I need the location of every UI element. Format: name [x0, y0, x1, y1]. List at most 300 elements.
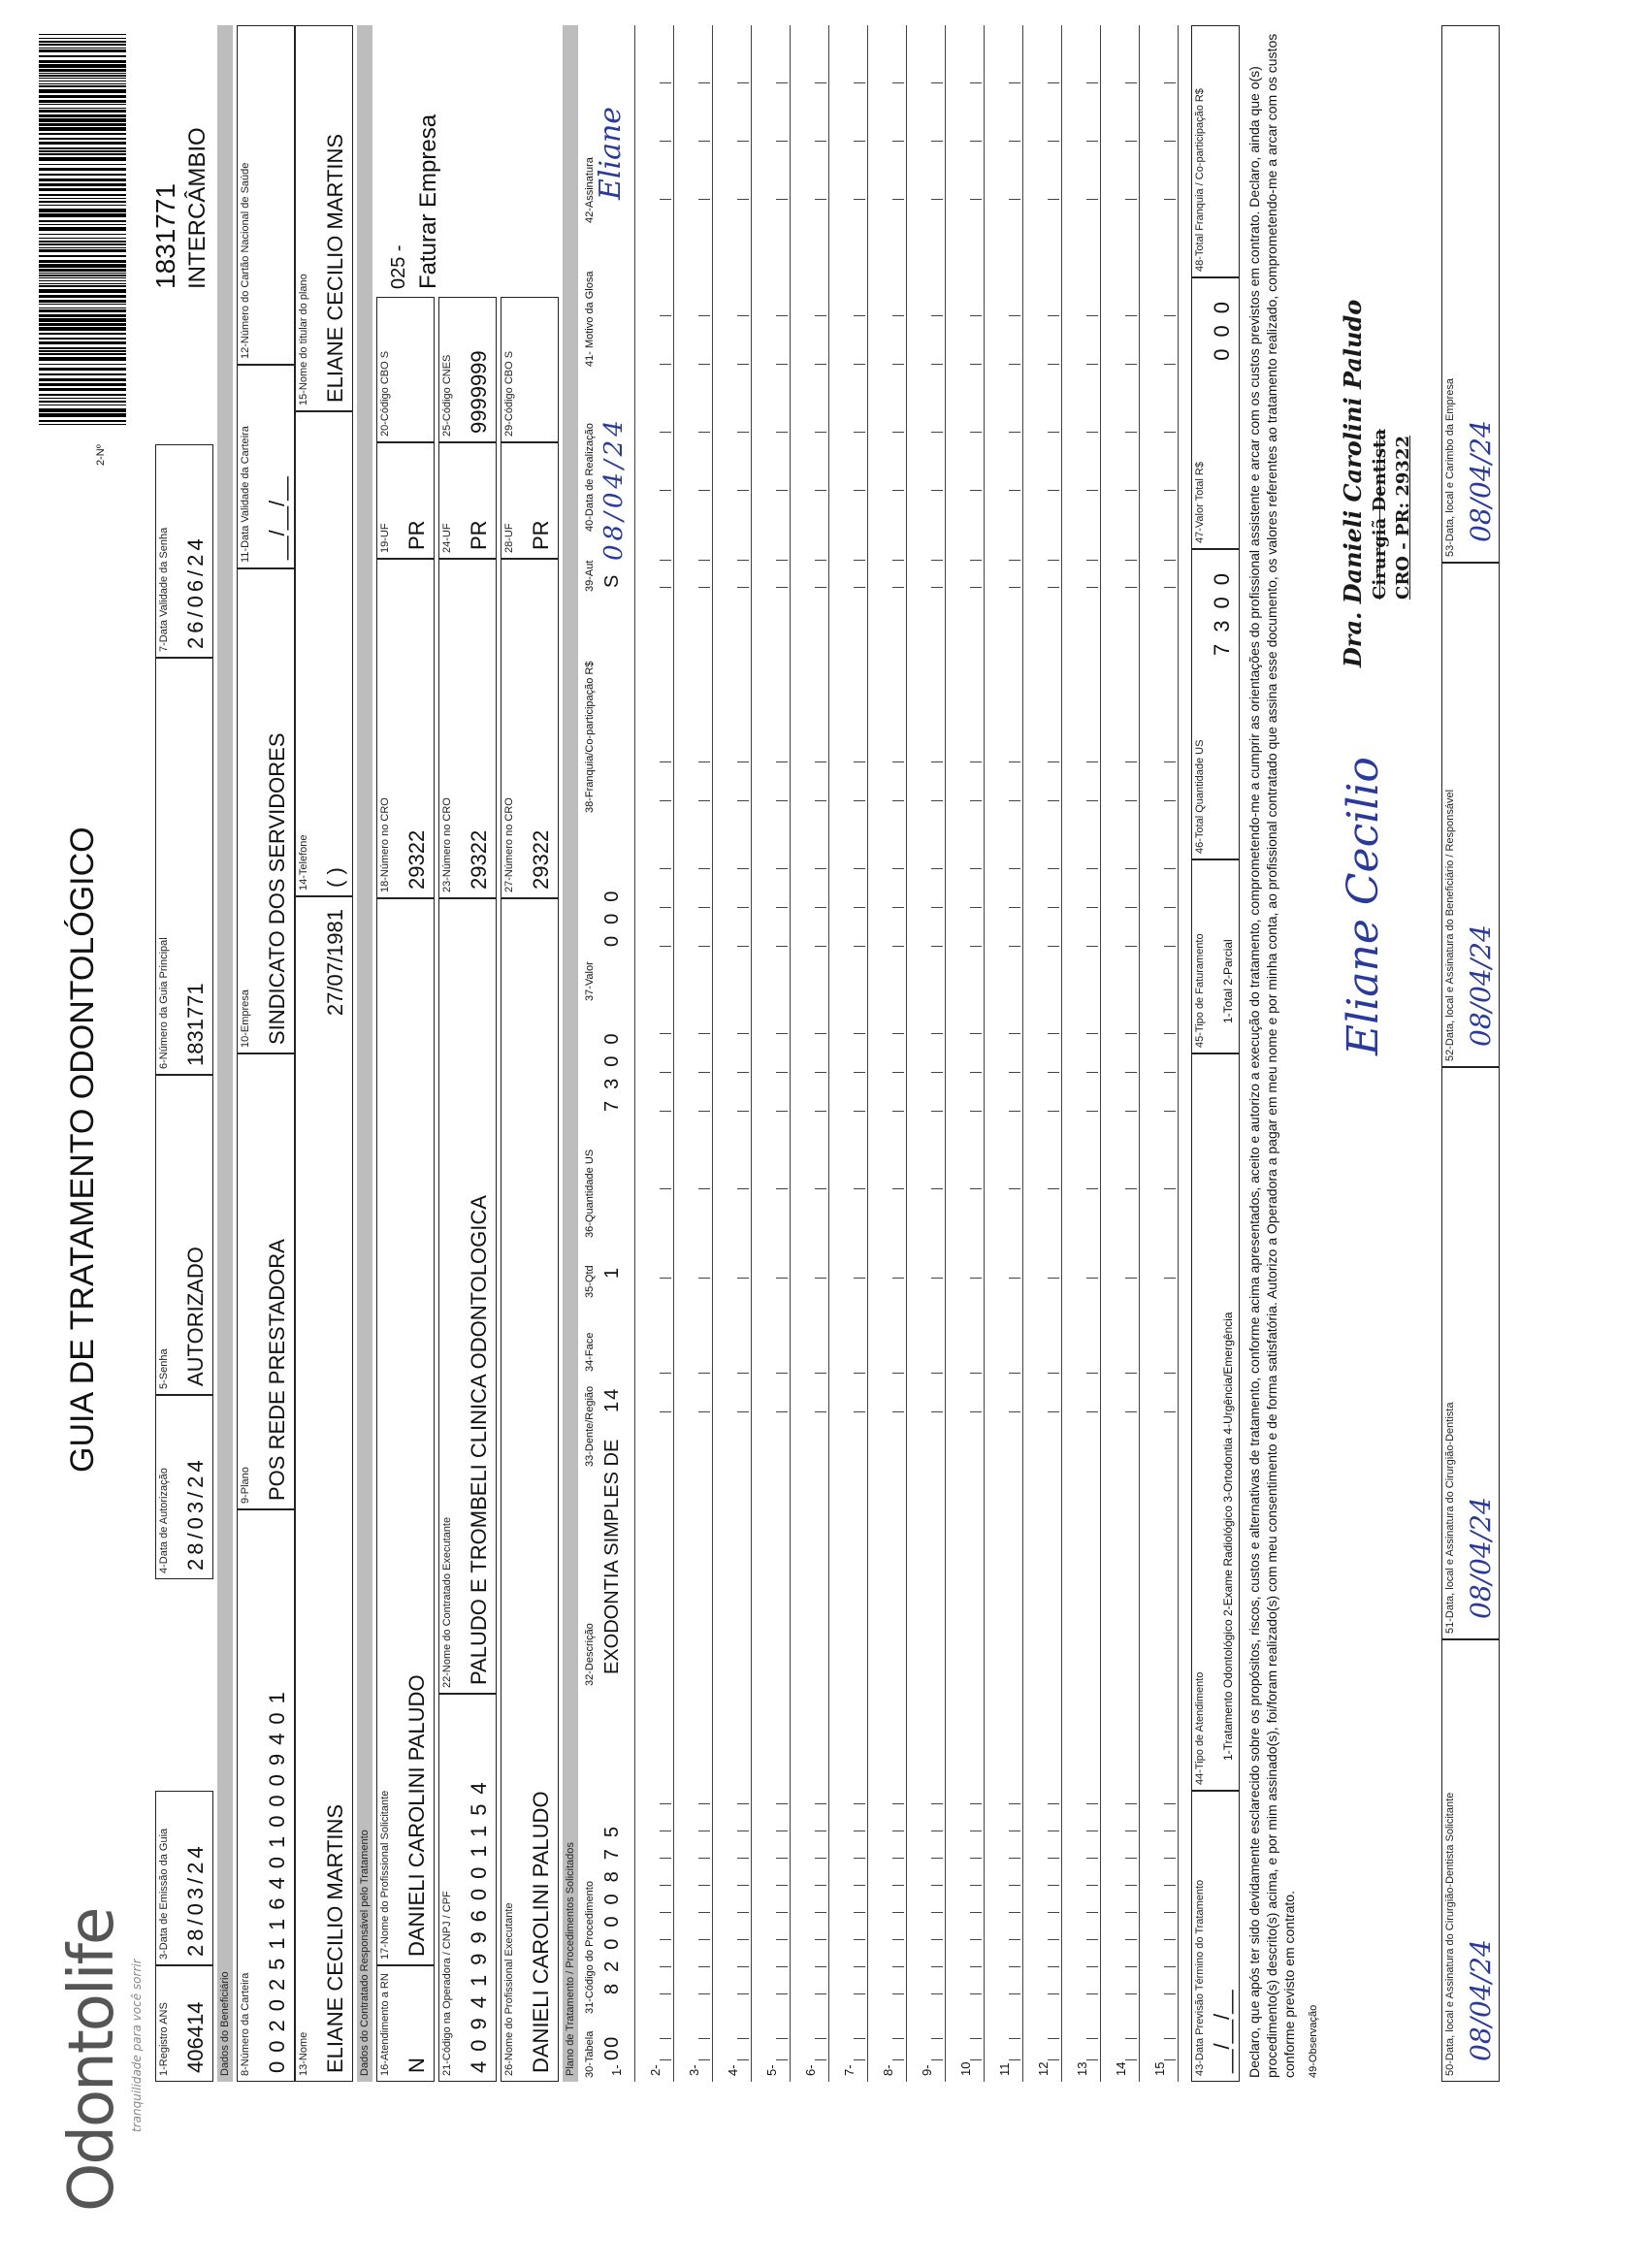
cell-divider: [892, 1993, 904, 1994]
cell-divider: [776, 1939, 788, 1940]
section-beneficiario: Dados do Beneficiário: [217, 25, 233, 2082]
cell-divider: [737, 82, 749, 83]
cell-divider: [1164, 1411, 1176, 1412]
barcode-bar: [39, 34, 126, 35]
cell-divider: [776, 1411, 788, 1412]
field-45-tipo-faturamento: 45-Tipo de Faturamento 1-Total 2-Parcial: [1191, 859, 1240, 1053]
cell-divider: [931, 560, 943, 561]
cell-divider: [698, 1966, 710, 1967]
cell-divider: [660, 199, 671, 200]
cell-divider: [815, 315, 826, 316]
cell-divider: [931, 432, 943, 433]
cell-divider: [1048, 1411, 1059, 1412]
barcode-bar: [39, 153, 126, 155]
cell-divider: [698, 1885, 710, 1886]
barcode-bar: [39, 188, 126, 191]
cell-divider: [737, 1278, 749, 1279]
cell-divider: [815, 1993, 826, 1994]
barcode-bar: [39, 60, 126, 63]
field-19-uf: 19-UF PR: [376, 442, 435, 559]
cell-divider: [1009, 560, 1020, 561]
cell-divider: [776, 82, 788, 83]
cell-divider: [776, 490, 788, 491]
field-15-titular: 15-Nome do titular do plano ELIANE CECILIO MARTINS: [295, 25, 353, 411]
cell-divider: [1009, 1373, 1020, 1374]
barcode-bar: [39, 89, 126, 93]
cell-divider: [892, 1188, 904, 1189]
table-row: [1141, 25, 1179, 2082]
cell-divider: [815, 1803, 826, 1804]
field-14-telefone: 14-Telefone ( ): [295, 411, 353, 896]
table-row: [830, 25, 868, 2082]
cell-divider: [1164, 1858, 1176, 1859]
cell-divider: [698, 1033, 710, 1034]
cell-divider: [776, 1966, 788, 1967]
cell-divider: [1164, 1912, 1176, 1913]
cell-divider: [776, 315, 788, 316]
col-header-data: 40-Data de Realização: [584, 423, 596, 532]
cell-divider: [1048, 1033, 1059, 1034]
cell-divider: [931, 1188, 943, 1189]
barcode-bar: [39, 220, 126, 222]
cell-divider: [931, 141, 943, 142]
row-number: 9-: [920, 2064, 934, 2076]
faturar-code: 025 -: [388, 244, 409, 289]
cell-divider: [931, 82, 943, 83]
cell-divider: [854, 1278, 865, 1279]
barcode-bar: [39, 201, 126, 203]
cell-divider: [970, 141, 982, 142]
cell-divider: [1125, 761, 1137, 762]
cell-divider: [815, 490, 826, 491]
cell-divider: [1164, 1885, 1176, 1886]
cell-divider: [970, 1803, 982, 1804]
barcode-bar: [39, 238, 126, 239]
cell-divider: [737, 1111, 749, 1112]
cell-divider: [815, 1188, 826, 1189]
cell-divider: [1164, 82, 1176, 83]
field-17-profissional-solicitante: 17-Nome do Profissional Solicitante DANIELI CAROLINI PALUDO: [376, 898, 435, 1965]
field-50-assinatura-solicitante: 50-Data, local e Assinatura do Cirurgião-Dentista Solicitante 08/04/24: [1441, 1639, 1500, 2082]
cell-divider: [1164, 141, 1176, 142]
cell-divider: [854, 1072, 865, 1073]
cell-divider: [776, 587, 788, 588]
cell-divider: [1125, 1278, 1137, 1279]
field-53-carimbo-empresa: 53-Data, local e Carimbo da Empresa 08/04/24: [1441, 25, 1500, 563]
cell-divider: [1009, 587, 1020, 588]
cell-divider: [698, 432, 710, 433]
cell-divider: [1086, 1993, 1098, 1994]
cell-divider: [737, 907, 749, 908]
barcode-bar: [39, 318, 126, 322]
cell-divider: [1125, 1033, 1137, 1034]
cell-divider: [776, 199, 788, 200]
cell-divider: [1086, 1278, 1098, 1279]
cell-divider: [660, 432, 671, 433]
barcode-bar: [39, 300, 126, 303]
cell-divider: [1125, 800, 1137, 801]
cell-divider: [660, 2038, 671, 2039]
cell-divider: [1164, 868, 1176, 869]
cell-divider: [660, 82, 671, 83]
cell-divider: [1164, 364, 1176, 365]
col-header-codigo: 31-Código do Procedimento: [584, 1881, 596, 2014]
signature-beneficiario: Eliane Cecilio: [1339, 757, 1388, 1055]
cell-divider: [1125, 1411, 1137, 1412]
cell-divider: [892, 1912, 904, 1913]
cell-divider: [660, 1033, 671, 1034]
cell-divider: [970, 82, 982, 83]
cell-divider: [698, 1373, 710, 1374]
cell-divider: [1125, 82, 1137, 83]
cell-divider: [737, 587, 749, 588]
cell-divider: [737, 800, 749, 801]
page-title: GUIA DE TRATAMENTO ODONTOLÓGICO: [64, 826, 101, 1473]
logo-tagline: tranquilidade para você sorrir: [130, 1959, 144, 2132]
cell-divider: [1048, 315, 1059, 316]
cell-divider: [737, 2038, 749, 2039]
barcode-bar: [39, 333, 126, 335]
barcode-bar: [39, 347, 126, 349]
cell-divider: [892, 800, 904, 801]
barcode-bar: [39, 49, 126, 52]
cell-divider: [892, 2038, 904, 2039]
odontolife-logo: Odontolife: [56, 1908, 128, 2212]
cell-divider: [1125, 364, 1137, 365]
cell-divider: [970, 1966, 982, 1967]
cell-divider: [854, 1858, 865, 1859]
cell-divider: [970, 587, 982, 588]
barcode-bar: [39, 209, 126, 212]
stamp-cro: CRO - PR: 29322: [1393, 436, 1413, 599]
cell-divider: [698, 1993, 710, 1994]
cell-divider: [1009, 2038, 1020, 2039]
barcode-bar: [39, 110, 126, 113]
cell-divider: [931, 1858, 943, 1859]
cell-divider: [1164, 1993, 1176, 1994]
barcode-bar: [39, 127, 126, 131]
cell-divider: [1164, 490, 1176, 491]
cell-divider: [698, 560, 710, 561]
cell-divider: [854, 1885, 865, 1886]
cell-divider: [698, 1939, 710, 1940]
cell-divider: [892, 141, 904, 142]
cell-divider: [815, 1373, 826, 1374]
cell-divider: [1048, 364, 1059, 365]
cell-divider: [892, 1278, 904, 1279]
table-row: [714, 25, 752, 2082]
row-valor: 000: [601, 879, 623, 947]
cell-divider: [1086, 1912, 1098, 1913]
cell-divider: [815, 141, 826, 142]
cell-divider: [892, 560, 904, 561]
cell-divider: [970, 907, 982, 908]
cell-divider: [892, 432, 904, 433]
field-5-senha: 5-Senha AUTORIZADO: [155, 1075, 213, 1395]
cell-divider: [1164, 1111, 1176, 1112]
cell-divider: [854, 1033, 865, 1034]
cell-divider: [1086, 560, 1098, 561]
cell-divider: [970, 1411, 982, 1412]
row-dente: 14: [601, 1386, 623, 1412]
cell-divider: [815, 946, 826, 947]
cell-divider: [892, 946, 904, 947]
cell-divider: [1086, 1939, 1098, 1940]
cell-divider: [1086, 1111, 1098, 1112]
cell-divider: [776, 1033, 788, 1034]
field-24-uf: 24-UF PR: [438, 442, 497, 559]
cell-divider: [698, 800, 710, 801]
cell-divider: [1009, 800, 1020, 801]
cell-divider: [931, 907, 943, 908]
cell-divider: [892, 1111, 904, 1112]
cell-divider: [931, 1072, 943, 1073]
barcode-bar: [39, 69, 126, 72]
row-data-realizacao: 08/04/24: [599, 416, 629, 561]
cell-divider: [660, 1966, 671, 1967]
cell-divider: [1086, 315, 1098, 316]
cell-divider: [815, 82, 826, 83]
cell-divider: [854, 315, 865, 316]
field-27-cro: 27-Número no CRO 29322: [501, 559, 559, 898]
cell-divider: [1009, 490, 1020, 491]
cell-divider: [737, 1033, 749, 1034]
cell-divider: [660, 946, 671, 947]
cell-divider: [1009, 761, 1020, 762]
cell-divider: [931, 1939, 943, 1940]
cell-divider: [970, 364, 982, 365]
cell-divider: [815, 2059, 826, 2060]
field-20-cbo: 20-Código CBO S: [376, 297, 435, 442]
cell-divider: [931, 1278, 943, 1279]
barcode-bar: [39, 157, 126, 161]
cell-divider: [854, 1373, 865, 1374]
cell-divider: [1048, 2038, 1059, 2039]
cell-divider: [970, 2059, 982, 2060]
cell-divider: [1048, 800, 1059, 801]
cell-divider: [970, 1278, 982, 1279]
row-number: 12: [1036, 2061, 1051, 2076]
barcode-bar: [39, 383, 126, 386]
barcode-bar: [39, 277, 126, 278]
barcode-bar: [39, 247, 126, 248]
cell-divider: [854, 1993, 865, 1994]
cell-divider: [737, 868, 749, 869]
cell-divider: [970, 490, 982, 491]
cell-divider: [854, 587, 865, 588]
row-number: 8-: [881, 2064, 895, 2076]
cell-divider: [815, 364, 826, 365]
barcode-bar: [39, 142, 126, 145]
field-43-previsao-termino: 43-Data Previsão Término do Tratamento __/__/__: [1191, 1791, 1240, 2082]
cell-divider: [660, 364, 671, 365]
barcode-bar: [39, 168, 126, 171]
barcode-bar: [39, 394, 126, 396]
cell-divider: [1086, 587, 1098, 588]
cell-divider: [1164, 199, 1176, 200]
barcode-bar: [39, 327, 126, 331]
cell-divider: [931, 1411, 943, 1412]
cell-divider: [815, 1966, 826, 1967]
cell-divider: [970, 946, 982, 947]
cell-divider: [892, 1885, 904, 1886]
cell-divider: [1009, 1188, 1020, 1189]
cell-divider: [854, 1188, 865, 1189]
field-51-assinatura-dentista: 51-Data, local e Assinatura do Cirurgião-Dentista 08/04/24: [1441, 1067, 1500, 1639]
cell-divider: [1009, 315, 1020, 316]
cell-divider: [854, 1912, 865, 1913]
barcode-bar: [39, 243, 126, 245]
cell-divider: [737, 1373, 749, 1374]
cell-divider: [1048, 141, 1059, 142]
cell-divider: [1086, 868, 1098, 869]
cell-divider: [1125, 1373, 1137, 1374]
row-number: 2-: [648, 2064, 663, 2076]
table-row: [1024, 25, 1062, 2082]
barcode-bar: [39, 357, 126, 361]
cell-divider: [1009, 1912, 1020, 1913]
field-29-cbo: 29-Código CBO S: [501, 297, 559, 442]
cell-divider: [931, 800, 943, 801]
cell-divider: [737, 364, 749, 365]
cell-divider: [970, 199, 982, 200]
row-qtd: 1: [601, 1265, 623, 1279]
barcode-bar: [39, 255, 126, 257]
cell-divider: [776, 1188, 788, 1189]
cell-divider: [892, 761, 904, 762]
cell-divider: [737, 2059, 749, 2060]
barcode-bar: [39, 260, 126, 263]
cell-divider: [737, 1188, 749, 1189]
field-3-data-emissao: 3-Data de Emissão da Guia 28/03/24: [155, 1791, 213, 1965]
cell-divider: [892, 315, 904, 316]
cell-divider: [931, 946, 943, 947]
col-header-qtd: 35-Qtd: [584, 1265, 596, 1298]
cell-divider: [931, 490, 943, 491]
cell-divider: [1086, 364, 1098, 365]
cell-divider: [815, 1411, 826, 1412]
cell-divider: [737, 1411, 749, 1412]
cell-divider: [698, 1803, 710, 1804]
barcode-bar: [39, 78, 126, 79]
col-header-descricao: 32-Descrição: [584, 1623, 596, 1686]
cell-divider: [660, 800, 671, 801]
table-row: [1102, 25, 1140, 2082]
section-contratado: Dados do Contratado Responsável pelo Tratamento: [357, 25, 372, 2082]
cell-divider: [1125, 907, 1137, 908]
cell-divider: [776, 432, 788, 433]
cell-divider: [698, 364, 710, 365]
cell-divider: [970, 560, 982, 561]
cell-divider: [815, 1939, 826, 1940]
cell-divider: [931, 1373, 943, 1374]
row-number: 13: [1075, 2061, 1089, 2076]
cell-divider: [815, 1885, 826, 1886]
cell-divider: [1125, 315, 1137, 316]
field-25-cnes: 25-Código CNES 9999999: [438, 297, 497, 442]
row-number: 7-: [842, 2064, 857, 2076]
cell-divider: [660, 907, 671, 908]
barcode-bar: [39, 401, 126, 403]
cell-divider: [1125, 560, 1137, 561]
barcode-bar: [39, 104, 126, 105]
cell-divider: [1164, 432, 1176, 433]
cell-divider: [1164, 1072, 1176, 1073]
cell-divider: [737, 1912, 749, 1913]
cell-divider: [660, 1803, 671, 1804]
cell-divider: [892, 907, 904, 908]
barcode-bar: [39, 55, 126, 57]
cell-divider: [1009, 1858, 1020, 1859]
barcode-bar: [39, 64, 126, 68]
cell-divider: [1164, 761, 1176, 762]
cell-divider: [1009, 199, 1020, 200]
cell-divider: [660, 1858, 671, 1859]
cell-divider: [931, 315, 943, 316]
cell-divider: [776, 2059, 788, 2060]
field-48-total-franquia: 48-Total Franquia / Co-participação R$: [1191, 25, 1240, 277]
cell-divider: [970, 1373, 982, 1374]
section-plano: Plano de Tratamento / Procedimentos Solicitados: [563, 25, 578, 2082]
cell-divider: [698, 1188, 710, 1189]
cell-divider: [1086, 946, 1098, 947]
field-26-profissional-executante: 26-Nome do Profissional Executante DANIELI CAROLINI PALUDO: [501, 898, 559, 2082]
cell-divider: [1048, 907, 1059, 908]
cell-divider: [1048, 1373, 1059, 1374]
cell-divider: [815, 800, 826, 801]
cell-divider: [1086, 432, 1098, 433]
cell-divider: [931, 2038, 943, 2039]
row-number: 4-: [726, 2064, 740, 2076]
cell-divider: [1048, 761, 1059, 762]
cell-divider: [1048, 1966, 1059, 1967]
field-49-observacao: 49-Observação: [1308, 2004, 1319, 2078]
cell-divider: [970, 1033, 982, 1034]
cell-divider: [1164, 907, 1176, 908]
stamp-role: Cirurgiã Dentista: [1370, 429, 1390, 599]
col-header-glosa: 41- Motivo da Glosa: [584, 271, 596, 367]
barcode-bar: [39, 198, 126, 199]
cell-divider: [892, 199, 904, 200]
cell-divider: [1086, 141, 1098, 142]
field-47-valor-total: 47-Valor Total R$ 000: [1191, 277, 1240, 549]
cell-divider: [892, 1858, 904, 1859]
cell-divider: [1048, 490, 1059, 491]
cell-divider: [1009, 141, 1020, 142]
cell-divider: [698, 907, 710, 908]
cell-divider: [931, 868, 943, 869]
cell-divider: [1086, 490, 1098, 491]
cell-divider: [1048, 1278, 1059, 1279]
cell-divider: [1125, 141, 1137, 142]
barcode-bar: [39, 364, 126, 365]
barcode-bar: [39, 183, 126, 186]
cell-divider: [776, 1111, 788, 1112]
cell-divider: [815, 761, 826, 762]
field-21-codigo-operadora: 21-Código na Operadora / CNPJ / CPF 40941996001154: [438, 1694, 497, 2082]
barcode-bar: [39, 227, 126, 231]
cell-divider: [698, 82, 710, 83]
barcode-bar: [39, 373, 126, 375]
cell-divider: [1009, 82, 1020, 83]
cell-divider: [776, 1803, 788, 1804]
row-number: 6-: [803, 2064, 818, 2076]
cell-divider: [1125, 1803, 1137, 1804]
barcode-bar: [39, 174, 126, 176]
cell-divider: [1164, 2038, 1176, 2039]
barcode-bar: [39, 424, 126, 425]
cell-divider: [1048, 82, 1059, 83]
